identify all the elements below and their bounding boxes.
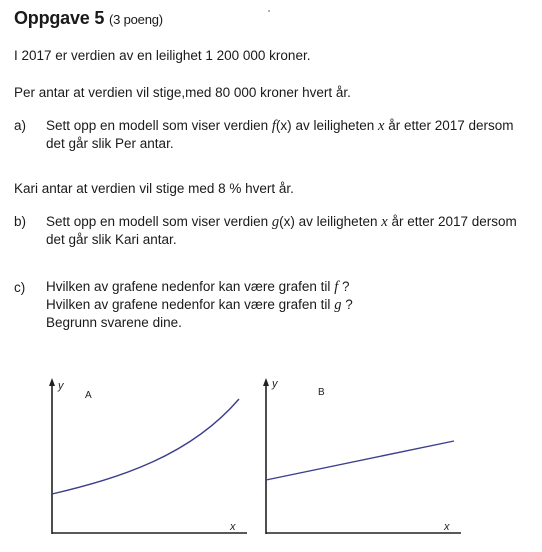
part-c-func-g: g bbox=[334, 297, 342, 313]
part-b-line-1 bbox=[46, 213, 517, 231]
graph-b-line bbox=[266, 441, 454, 480]
part-b-line-2: det går slik Kari antar. bbox=[46, 232, 177, 247]
part-a-text-pre: Sett opp en modell som viser verdien bbox=[46, 118, 269, 133]
part-b-arg: (x) bbox=[279, 214, 295, 229]
task-title-text: Oppgave 5 bbox=[14, 8, 105, 28]
part-a-line-1 bbox=[46, 117, 514, 135]
graph-a bbox=[40, 372, 255, 542]
graph-b-x-label: x bbox=[444, 521, 450, 533]
part-a-text-mid: av leiligheten bbox=[295, 118, 375, 133]
part-b-text-pre: Sett opp en modell som viser verdien bbox=[46, 214, 269, 229]
part-c-q-2: ? bbox=[345, 297, 353, 312]
part-a-var: x bbox=[378, 118, 385, 134]
task-points: (3 poeng) bbox=[109, 12, 163, 27]
part-c-text-1: Hvilken av grafene nedenfor kan være grafen til bbox=[46, 279, 331, 294]
graph-b bbox=[254, 372, 469, 542]
part-b-text-post: år etter 2017 dersom bbox=[391, 214, 517, 229]
part-a-arg: (x) bbox=[275, 118, 292, 133]
kari-line: Kari antar at verdien vil stige med 8 % hvert år. bbox=[14, 181, 294, 196]
part-b-func: g bbox=[271, 214, 280, 230]
part-b-label: b) bbox=[14, 214, 27, 229]
part-c-line-1 bbox=[46, 278, 350, 296]
graph-a-x-label: x bbox=[230, 521, 236, 533]
part-c-q-1: ? bbox=[341, 279, 350, 294]
part-b-text-mid: av leiligheten bbox=[298, 214, 378, 229]
graph-b-y-arrow bbox=[263, 378, 269, 386]
graph-a-y-label: y bbox=[58, 380, 64, 392]
task-title bbox=[14, 8, 163, 29]
part-c-line-3: Begrunn svarene dine. bbox=[46, 315, 182, 330]
part-c-text-2: Hvilken av grafene nedenfor kan være grafen til bbox=[46, 297, 331, 312]
graph-b-y-label: y bbox=[272, 378, 278, 390]
part-a-func: f bbox=[271, 118, 276, 134]
part-a-label: a) bbox=[14, 118, 27, 133]
graph-a-y-arrow bbox=[49, 378, 55, 386]
intro-line-2: Per antar at verdien vil stige,med 80 000 kroner hvert år. bbox=[14, 85, 351, 100]
graph-a-curve bbox=[52, 399, 239, 494]
part-a-line-2: det går slik Per antar. bbox=[46, 136, 174, 151]
graph-a-label: A bbox=[85, 390, 92, 401]
part-c-label: c) bbox=[14, 280, 26, 295]
part-b-var: x bbox=[381, 214, 388, 230]
part-a-text-post: år etter 2017 dersom bbox=[388, 118, 514, 133]
part-c-func-f: f bbox=[334, 279, 339, 295]
part-c-line-2 bbox=[46, 296, 353, 314]
intro-line-1: I 2017 er verdien av en leilighet 1 200 000 kroner. bbox=[14, 48, 311, 63]
graph-b-label: B bbox=[318, 387, 325, 398]
speck bbox=[268, 10, 270, 12]
